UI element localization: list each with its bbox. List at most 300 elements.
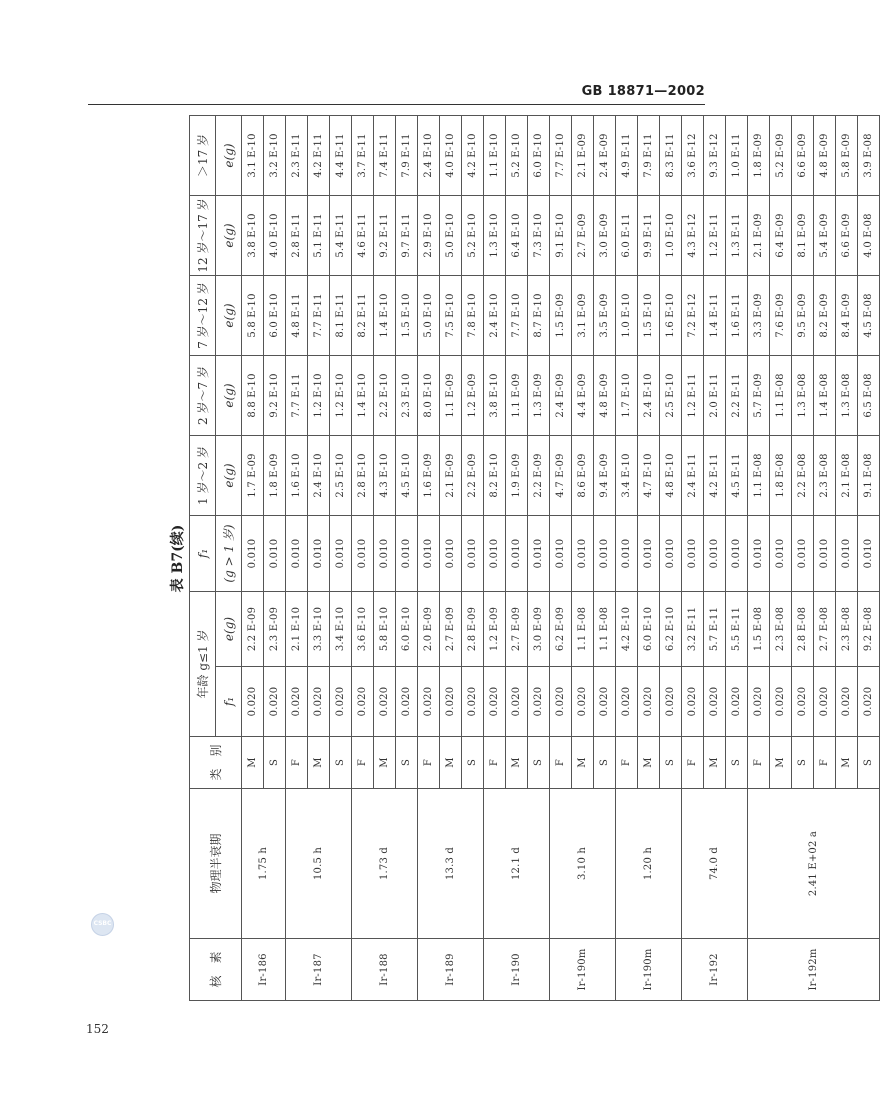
eg-17-plus-cell: 3.2 E-10 bbox=[264, 115, 286, 195]
eg-1-2-cell: 2.8 E-10 bbox=[352, 435, 374, 515]
eg-2-7-cell: 8.0 E-10 bbox=[418, 355, 440, 435]
eg-2-7-cell: 1.4 E-10 bbox=[352, 355, 374, 435]
f1-older-cell: 0.010 bbox=[704, 515, 726, 591]
header-age-7-12: 7 岁～12 岁 bbox=[190, 275, 216, 355]
eg-17-plus-cell: 2.1 E-09 bbox=[572, 115, 594, 195]
eg-infant-cell: 2.3 E-09 bbox=[264, 591, 286, 666]
eg-2-7-cell: 1.4 E-08 bbox=[814, 355, 836, 435]
f1-infant-cell: 0.020 bbox=[286, 667, 308, 737]
rotated-table-container bbox=[167, 116, 874, 1001]
class-cell: F bbox=[814, 737, 836, 789]
class-cell: F bbox=[418, 737, 440, 789]
eg-12-17-cell: 4.3 E-12 bbox=[682, 195, 704, 275]
eg-12-17-cell: 3.8 E-10 bbox=[242, 195, 264, 275]
class-cell: M bbox=[374, 737, 396, 789]
eg-7-12-cell: 7.8 E-10 bbox=[462, 275, 484, 355]
eg-1-2-cell: 1.8 E-08 bbox=[770, 435, 792, 515]
eg-1-2-cell: 2.1 E-08 bbox=[836, 435, 858, 515]
eg-17-plus-cell: 8.3 E-11 bbox=[660, 115, 682, 195]
eg-infant-cell: 9.2 E-08 bbox=[858, 591, 880, 666]
eg-infant-cell: 2.7 E-09 bbox=[440, 591, 462, 666]
eg-infant-cell: 5.8 E-10 bbox=[374, 591, 396, 666]
eg-1-2-cell: 1.6 E-10 bbox=[286, 435, 308, 515]
eg-infant-cell: 3.4 E-10 bbox=[330, 591, 352, 666]
table-row bbox=[286, 115, 308, 1000]
class-cell: F bbox=[748, 737, 770, 789]
eg-12-17-cell: 5.4 E-11 bbox=[330, 195, 352, 275]
eg-7-12-cell: 5.8 E-10 bbox=[242, 275, 264, 355]
class-cell: S bbox=[396, 737, 418, 789]
f1-older-cell: 0.010 bbox=[374, 515, 396, 591]
eg-2-7-cell: 1.2 E-10 bbox=[330, 355, 352, 435]
table-row bbox=[418, 115, 440, 1000]
eg-12-17-cell: 5.1 E-11 bbox=[308, 195, 330, 275]
class-cell: F bbox=[352, 737, 374, 789]
eg-1-2-cell: 3.4 E-10 bbox=[616, 435, 638, 515]
half-life-cell: 74.0 d bbox=[682, 789, 748, 939]
f1-older-cell: 0.010 bbox=[462, 515, 484, 591]
eg-2-7-cell: 7.7 E-11 bbox=[286, 355, 308, 435]
eg-infant-cell: 4.2 E-10 bbox=[616, 591, 638, 666]
eg-17-plus-cell: 6.0 E-10 bbox=[528, 115, 550, 195]
table-row bbox=[352, 115, 374, 1000]
header-f1: f₁ bbox=[216, 667, 242, 737]
eg-12-17-cell: 5.0 E-10 bbox=[440, 195, 462, 275]
eg-7-12-cell: 7.5 E-10 bbox=[440, 275, 462, 355]
eg-17-plus-cell: 4.9 E-11 bbox=[616, 115, 638, 195]
nuclide-cell: Ir-190m bbox=[550, 939, 616, 1001]
class-cell: M bbox=[836, 737, 858, 789]
f1-older-cell: 0.010 bbox=[682, 515, 704, 591]
eg-2-7-cell: 1.3 E-08 bbox=[792, 355, 814, 435]
half-life-cell: 12.1 d bbox=[484, 789, 550, 939]
eg-7-12-cell: 3.1 E-09 bbox=[572, 275, 594, 355]
f1-older-cell: 0.010 bbox=[858, 515, 880, 591]
f1-older-cell: 0.010 bbox=[352, 515, 374, 591]
eg-1-2-cell: 4.7 E-10 bbox=[638, 435, 660, 515]
f1-older-cell: 0.010 bbox=[440, 515, 462, 591]
eg-17-plus-cell: 1.8 E-09 bbox=[748, 115, 770, 195]
class-cell: M bbox=[572, 737, 594, 789]
f1-infant-cell: 0.020 bbox=[550, 667, 572, 737]
eg-12-17-cell: 4.6 E-11 bbox=[352, 195, 374, 275]
class-cell: S bbox=[330, 737, 352, 789]
eg-12-17-cell: 1.3 E-11 bbox=[726, 195, 748, 275]
header-nuclide: 核 素 bbox=[190, 939, 242, 1001]
eg-7-12-cell: 9.5 E-09 bbox=[792, 275, 814, 355]
eg-17-plus-cell: 1.0 E-11 bbox=[726, 115, 748, 195]
eg-7-12-cell: 6.0 E-10 bbox=[264, 275, 286, 355]
f1-older-cell: 0.010 bbox=[484, 515, 506, 591]
eg-12-17-cell: 6.4 E-09 bbox=[770, 195, 792, 275]
eg-17-plus-cell: 1.1 E-10 bbox=[484, 115, 506, 195]
class-cell: F bbox=[616, 737, 638, 789]
nuclide-cell: Ir-187 bbox=[286, 939, 352, 1001]
eg-1-2-cell: 4.8 E-10 bbox=[660, 435, 682, 515]
class-cell: S bbox=[858, 737, 880, 789]
eg-2-7-cell: 1.2 E-10 bbox=[308, 355, 330, 435]
header-eg-12-17: e(g) bbox=[216, 195, 242, 275]
f1-infant-cell: 0.020 bbox=[616, 667, 638, 737]
eg-1-2-cell: 2.2 E-08 bbox=[792, 435, 814, 515]
eg-17-plus-cell: 7.9 E-11 bbox=[638, 115, 660, 195]
eg-12-17-cell: 9.7 E-11 bbox=[396, 195, 418, 275]
eg-1-2-cell: 2.1 E-09 bbox=[440, 435, 462, 515]
eg-12-17-cell: 3.0 E-09 bbox=[594, 195, 616, 275]
eg-7-12-cell: 1.5 E-10 bbox=[638, 275, 660, 355]
eg-2-7-cell: 1.1 E-09 bbox=[440, 355, 462, 435]
eg-1-2-cell: 2.4 E-11 bbox=[682, 435, 704, 515]
class-cell: S bbox=[462, 737, 484, 789]
f1-older-cell: 0.010 bbox=[264, 515, 286, 591]
eg-2-7-cell: 9.2 E-10 bbox=[264, 355, 286, 435]
eg-infant-cell: 1.1 E-08 bbox=[594, 591, 616, 666]
eg-7-12-cell: 7.7 E-11 bbox=[308, 275, 330, 355]
f1-older-cell: 0.010 bbox=[814, 515, 836, 591]
eg-2-7-cell: 2.4 E-10 bbox=[638, 355, 660, 435]
class-cell: F bbox=[286, 737, 308, 789]
eg-infant-cell: 2.2 E-09 bbox=[242, 591, 264, 666]
f1-older-cell: 0.010 bbox=[572, 515, 594, 591]
header-age-17-plus: ＞17 岁 bbox=[190, 115, 216, 195]
eg-7-12-cell: 1.4 E-11 bbox=[704, 275, 726, 355]
eg-7-12-cell: 1.6 E-10 bbox=[660, 275, 682, 355]
eg-infant-cell: 2.8 E-09 bbox=[462, 591, 484, 666]
class-cell: M bbox=[638, 737, 660, 789]
class-cell: M bbox=[440, 737, 462, 789]
eg-1-2-cell: 1.9 E-09 bbox=[506, 435, 528, 515]
eg-17-plus-cell: 4.2 E-10 bbox=[462, 115, 484, 195]
f1-infant-cell: 0.020 bbox=[770, 667, 792, 737]
eg-2-7-cell: 2.2 E-10 bbox=[374, 355, 396, 435]
half-life-cell: 13.3 d bbox=[418, 789, 484, 939]
eg-infant-cell: 2.3 E-08 bbox=[770, 591, 792, 666]
header-age-infant: 年龄 g≤1 岁 bbox=[190, 591, 216, 736]
f1-older-cell: 0.010 bbox=[660, 515, 682, 591]
eg-infant-cell: 3.6 E-10 bbox=[352, 591, 374, 666]
class-cell: M bbox=[308, 737, 330, 789]
eg-infant-cell: 5.7 E-11 bbox=[704, 591, 726, 666]
f1-infant-cell: 0.020 bbox=[682, 667, 704, 737]
nuclide-cell: Ir-189 bbox=[418, 939, 484, 1001]
f1-older-cell: 0.010 bbox=[836, 515, 858, 591]
eg-1-2-cell: 4.7 E-09 bbox=[550, 435, 572, 515]
eg-infant-cell: 1.5 E-08 bbox=[748, 591, 770, 666]
f1-infant-cell: 0.020 bbox=[506, 667, 528, 737]
page-number: 152 bbox=[86, 1022, 109, 1036]
class-cell: S bbox=[726, 737, 748, 789]
header-f1-older-symbol: f₁ bbox=[195, 548, 210, 559]
f1-infant-cell: 0.020 bbox=[572, 667, 594, 737]
eg-infant-cell: 6.0 E-10 bbox=[396, 591, 418, 666]
eg-infant-cell: 2.7 E-08 bbox=[814, 591, 836, 666]
eg-infant-cell: 2.0 E-09 bbox=[418, 591, 440, 666]
nuclide-cell: Ir-190 bbox=[484, 939, 550, 1001]
eg-12-17-cell: 5.2 E-10 bbox=[462, 195, 484, 275]
eg-7-12-cell: 3.5 E-09 bbox=[594, 275, 616, 355]
eg-7-12-cell: 2.4 E-10 bbox=[484, 275, 506, 355]
eg-infant-cell: 2.8 E-08 bbox=[792, 591, 814, 666]
table-caption: 表 B7(续) bbox=[170, 524, 186, 593]
header-f1-older bbox=[190, 515, 216, 591]
eg-17-plus-cell: 3.1 E-10 bbox=[242, 115, 264, 195]
eg-17-plus-cell: 3.7 E-11 bbox=[352, 115, 374, 195]
nuclide-cell: Ir-188 bbox=[352, 939, 418, 1001]
eg-12-17-cell: 9.1 E-10 bbox=[550, 195, 572, 275]
eg-7-12-cell: 4.8 E-11 bbox=[286, 275, 308, 355]
header-age-12-17: 12 岁～17 岁 bbox=[190, 195, 216, 275]
class-cell: M bbox=[770, 737, 792, 789]
f1-infant-cell: 0.020 bbox=[418, 667, 440, 737]
eg-17-plus-cell: 5.2 E-10 bbox=[506, 115, 528, 195]
eg-17-plus-cell: 3.9 E-08 bbox=[858, 115, 880, 195]
eg-7-12-cell: 8.2 E-11 bbox=[352, 275, 374, 355]
f1-older-cell: 0.010 bbox=[396, 515, 418, 591]
f1-infant-cell: 0.020 bbox=[814, 667, 836, 737]
eg-7-12-cell: 8.7 E-10 bbox=[528, 275, 550, 355]
eg-17-plus-cell: 6.6 E-09 bbox=[792, 115, 814, 195]
eg-7-12-cell: 8.4 E-09 bbox=[836, 275, 858, 355]
f1-infant-cell: 0.020 bbox=[638, 667, 660, 737]
half-life-cell: 1.20 h bbox=[616, 789, 682, 939]
eg-17-plus-cell: 5.8 E-09 bbox=[836, 115, 858, 195]
half-life-cell: 1.75 h bbox=[242, 789, 286, 939]
f1-older-cell: 0.010 bbox=[792, 515, 814, 591]
class-cell: S bbox=[792, 737, 814, 789]
table-row bbox=[550, 115, 572, 1000]
stamp-text: CSBC bbox=[93, 920, 112, 927]
table-row bbox=[242, 115, 264, 1000]
f1-infant-cell: 0.020 bbox=[440, 667, 462, 737]
half-life-cell: 10.5 h bbox=[286, 789, 352, 939]
eg-2-7-cell: 2.5 E-10 bbox=[660, 355, 682, 435]
table-row bbox=[616, 115, 638, 1000]
eg-1-2-cell: 4.3 E-10 bbox=[374, 435, 396, 515]
table-body bbox=[242, 115, 880, 1000]
header-age-2-7: 2 岁～7 岁 bbox=[190, 355, 216, 435]
eg-7-12-cell: 5.0 E-10 bbox=[418, 275, 440, 355]
eg-12-17-cell: 7.3 E-10 bbox=[528, 195, 550, 275]
eg-7-12-cell: 7.7 E-10 bbox=[506, 275, 528, 355]
eg-7-12-cell: 1.0 E-10 bbox=[616, 275, 638, 355]
header-class: 类 别 bbox=[190, 737, 242, 789]
eg-infant-cell: 2.7 E-09 bbox=[506, 591, 528, 666]
eg-12-17-cell: 1.2 E-11 bbox=[704, 195, 726, 275]
class-cell: S bbox=[594, 737, 616, 789]
dose-coefficient-table bbox=[189, 115, 880, 1001]
eg-infant-cell: 1.2 E-09 bbox=[484, 591, 506, 666]
eg-12-17-cell: 9.2 E-11 bbox=[374, 195, 396, 275]
f1-older-cell: 0.010 bbox=[748, 515, 770, 591]
eg-17-plus-cell: 2.4 E-10 bbox=[418, 115, 440, 195]
eg-2-7-cell: 5.7 E-09 bbox=[748, 355, 770, 435]
f1-infant-cell: 0.020 bbox=[528, 667, 550, 737]
eg-7-12-cell: 4.5 E-08 bbox=[858, 275, 880, 355]
f1-infant-cell: 0.020 bbox=[308, 667, 330, 737]
f1-older-cell: 0.010 bbox=[330, 515, 352, 591]
standard-header: GB 18871—2002 bbox=[581, 84, 705, 99]
eg-1-2-cell: 2.5 E-10 bbox=[330, 435, 352, 515]
eg-1-2-cell: 4.5 E-11 bbox=[726, 435, 748, 515]
eg-12-17-cell: 6.0 E-11 bbox=[616, 195, 638, 275]
f1-infant-cell: 0.020 bbox=[264, 667, 286, 737]
eg-17-plus-cell: 4.2 E-11 bbox=[308, 115, 330, 195]
eg-infant-cell: 3.0 E-09 bbox=[528, 591, 550, 666]
header-eg-17-plus: e(g) bbox=[216, 115, 242, 195]
eg-12-17-cell: 2.1 E-09 bbox=[748, 195, 770, 275]
eg-2-7-cell: 2.3 E-10 bbox=[396, 355, 418, 435]
eg-17-plus-cell: 5.2 E-09 bbox=[770, 115, 792, 195]
f1-infant-cell: 0.020 bbox=[374, 667, 396, 737]
eg-7-12-cell: 7.6 E-09 bbox=[770, 275, 792, 355]
f1-infant-cell: 0.020 bbox=[242, 667, 264, 737]
eg-7-12-cell: 1.5 E-09 bbox=[550, 275, 572, 355]
nuclide-cell: Ir-192 bbox=[682, 939, 748, 1001]
eg-1-2-cell: 8.2 E-10 bbox=[484, 435, 506, 515]
eg-infant-cell: 2.1 E-10 bbox=[286, 591, 308, 666]
header-eg-1-2: e(g) bbox=[216, 435, 242, 515]
eg-1-2-cell: 8.6 E-09 bbox=[572, 435, 594, 515]
eg-7-12-cell: 1.5 E-10 bbox=[396, 275, 418, 355]
eg-2-7-cell: 2.4 E-09 bbox=[550, 355, 572, 435]
eg-17-plus-cell: 3.6 E-12 bbox=[682, 115, 704, 195]
eg-infant-cell: 2.3 E-08 bbox=[836, 591, 858, 666]
table-row bbox=[484, 115, 506, 1000]
header-eg-infant: e(g) bbox=[216, 591, 242, 666]
eg-1-2-cell: 2.3 E-08 bbox=[814, 435, 836, 515]
f1-infant-cell: 0.020 bbox=[396, 667, 418, 737]
header-age-1-2: 1 岁～2 岁 bbox=[190, 435, 216, 515]
table-row bbox=[748, 115, 770, 1000]
eg-7-12-cell: 1.4 E-10 bbox=[374, 275, 396, 355]
eg-2-7-cell: 1.2 E-09 bbox=[462, 355, 484, 435]
f1-infant-cell: 0.020 bbox=[836, 667, 858, 737]
f1-infant-cell: 0.020 bbox=[704, 667, 726, 737]
eg-infant-cell: 5.5 E-11 bbox=[726, 591, 748, 666]
f1-older-cell: 0.010 bbox=[770, 515, 792, 591]
eg-infant-cell: 1.1 E-08 bbox=[572, 591, 594, 666]
eg-2-7-cell: 3.8 E-10 bbox=[484, 355, 506, 435]
eg-1-2-cell: 2.2 E-09 bbox=[462, 435, 484, 515]
csbc-stamp-icon bbox=[91, 913, 114, 936]
f1-infant-cell: 0.020 bbox=[660, 667, 682, 737]
eg-1-2-cell: 1.7 E-09 bbox=[242, 435, 264, 515]
eg-12-17-cell: 2.9 E-10 bbox=[418, 195, 440, 275]
eg-2-7-cell: 4.8 E-09 bbox=[594, 355, 616, 435]
eg-17-plus-cell: 4.8 E-09 bbox=[814, 115, 836, 195]
class-cell: M bbox=[242, 737, 264, 789]
f1-infant-cell: 0.020 bbox=[462, 667, 484, 737]
eg-17-plus-cell: 7.9 E-11 bbox=[396, 115, 418, 195]
eg-1-2-cell: 2.4 E-10 bbox=[308, 435, 330, 515]
f1-infant-cell: 0.020 bbox=[594, 667, 616, 737]
f1-older-cell: 0.010 bbox=[594, 515, 616, 591]
f1-infant-cell: 0.020 bbox=[792, 667, 814, 737]
eg-17-plus-cell: 9.3 E-12 bbox=[704, 115, 726, 195]
eg-12-17-cell: 6.4 E-10 bbox=[506, 195, 528, 275]
eg-2-7-cell: 1.3 E-09 bbox=[528, 355, 550, 435]
eg-1-2-cell: 4.5 E-10 bbox=[396, 435, 418, 515]
header-f1-older-cond: (g > 1 岁) bbox=[216, 515, 242, 591]
eg-12-17-cell: 1.3 E-10 bbox=[484, 195, 506, 275]
header-half-life: 物理半衰期 bbox=[190, 789, 242, 939]
eg-12-17-cell: 1.0 E-10 bbox=[660, 195, 682, 275]
eg-12-17-cell: 4.0 E-08 bbox=[858, 195, 880, 275]
class-cell: F bbox=[550, 737, 572, 789]
class-cell: S bbox=[528, 737, 550, 789]
table-row bbox=[682, 115, 704, 1000]
class-cell: M bbox=[506, 737, 528, 789]
eg-2-7-cell: 4.4 E-09 bbox=[572, 355, 594, 435]
eg-2-7-cell: 2.0 E-11 bbox=[704, 355, 726, 435]
f1-infant-cell: 0.020 bbox=[726, 667, 748, 737]
class-cell: S bbox=[660, 737, 682, 789]
eg-2-7-cell: 1.2 E-11 bbox=[682, 355, 704, 435]
f1-infant-cell: 0.020 bbox=[352, 667, 374, 737]
eg-17-plus-cell: 4.4 E-11 bbox=[330, 115, 352, 195]
f1-older-cell: 0.010 bbox=[506, 515, 528, 591]
eg-2-7-cell: 1.1 E-09 bbox=[506, 355, 528, 435]
class-cell: M bbox=[704, 737, 726, 789]
eg-1-2-cell: 1.6 E-09 bbox=[418, 435, 440, 515]
eg-2-7-cell: 1.3 E-08 bbox=[836, 355, 858, 435]
eg-12-17-cell: 9.9 E-11 bbox=[638, 195, 660, 275]
eg-12-17-cell: 4.0 E-10 bbox=[264, 195, 286, 275]
eg-7-12-cell: 8.2 E-09 bbox=[814, 275, 836, 355]
half-life-cell: 3.10 h bbox=[550, 789, 616, 939]
class-cell: F bbox=[682, 737, 704, 789]
eg-17-plus-cell: 2.3 E-11 bbox=[286, 115, 308, 195]
half-life-cell: 1.73 d bbox=[352, 789, 418, 939]
eg-infant-cell: 6.2 E-10 bbox=[660, 591, 682, 666]
f1-older-cell: 0.010 bbox=[308, 515, 330, 591]
header-rule bbox=[88, 104, 705, 105]
eg-12-17-cell: 2.8 E-11 bbox=[286, 195, 308, 275]
f1-infant-cell: 0.020 bbox=[330, 667, 352, 737]
f1-infant-cell: 0.020 bbox=[858, 667, 880, 737]
f1-older-cell: 0.010 bbox=[418, 515, 440, 591]
eg-infant-cell: 3.2 E-11 bbox=[682, 591, 704, 666]
eg-2-7-cell: 8.8 E-10 bbox=[242, 355, 264, 435]
f1-older-cell: 0.010 bbox=[242, 515, 264, 591]
eg-infant-cell: 6.0 E-10 bbox=[638, 591, 660, 666]
eg-1-2-cell: 9.1 E-08 bbox=[858, 435, 880, 515]
f1-infant-cell: 0.020 bbox=[748, 667, 770, 737]
eg-infant-cell: 6.2 E-09 bbox=[550, 591, 572, 666]
eg-17-plus-cell: 4.0 E-10 bbox=[440, 115, 462, 195]
eg-12-17-cell: 6.6 E-09 bbox=[836, 195, 858, 275]
header-eg-2-7: e(g) bbox=[216, 355, 242, 435]
class-cell: F bbox=[484, 737, 506, 789]
eg-2-7-cell: 6.5 E-08 bbox=[858, 355, 880, 435]
eg-2-7-cell: 1.7 E-10 bbox=[616, 355, 638, 435]
eg-12-17-cell: 2.7 E-09 bbox=[572, 195, 594, 275]
eg-7-12-cell: 1.6 E-11 bbox=[726, 275, 748, 355]
nuclide-cell: Ir-192m bbox=[748, 939, 880, 1001]
class-cell: S bbox=[264, 737, 286, 789]
eg-1-2-cell: 4.2 E-11 bbox=[704, 435, 726, 515]
eg-1-2-cell: 1.1 E-08 bbox=[748, 435, 770, 515]
eg-7-12-cell: 7.2 E-12 bbox=[682, 275, 704, 355]
eg-infant-cell: 3.3 E-10 bbox=[308, 591, 330, 666]
eg-7-12-cell: 3.3 E-09 bbox=[748, 275, 770, 355]
f1-older-cell: 0.010 bbox=[638, 515, 660, 591]
f1-older-cell: 0.010 bbox=[550, 515, 572, 591]
eg-1-2-cell: 1.8 E-09 bbox=[264, 435, 286, 515]
eg-1-2-cell: 2.2 E-09 bbox=[528, 435, 550, 515]
f1-older-cell: 0.010 bbox=[726, 515, 748, 591]
eg-12-17-cell: 5.4 E-09 bbox=[814, 195, 836, 275]
